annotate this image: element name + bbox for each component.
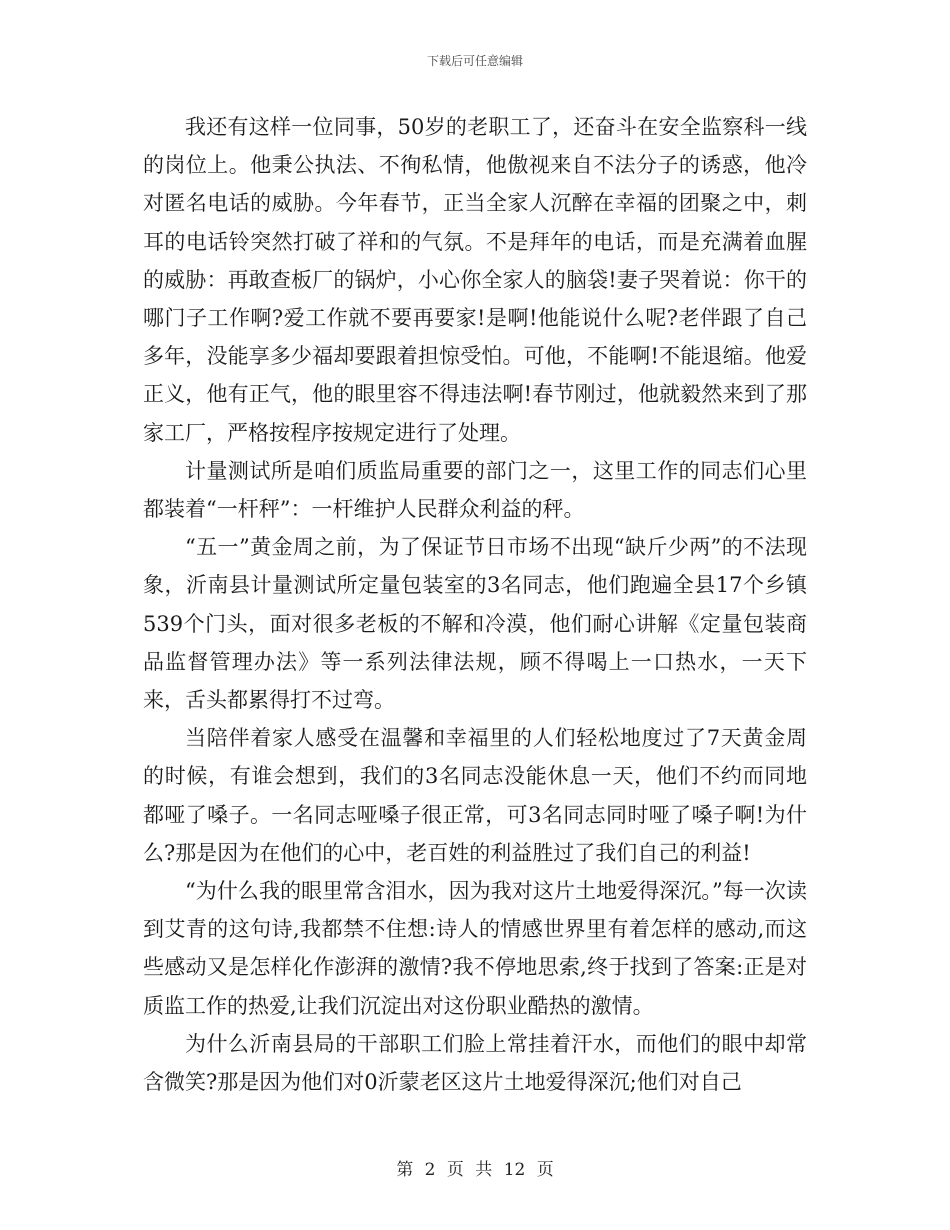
paragraph-5: “为什么我的眼里常含泪水，因为我对这片土地爱得深沉。”每一次读到艾青的这句诗,我都禁不住想:诗人的情感世界里有着怎样的感动,而这些感动又是怎样化作澎湃的激情?我不停地思索,终于找到了答案:正是对质监工作的热爱,让我们沉淀出对这份职业酷热的激情。 xyxy=(143,879,807,1018)
paragraph-2: 计量测试所是咱们质监局重要的部门之一，这里工作的同志们心里都装着“一杆秤”：一杆维护人民群众利益的秤。 xyxy=(143,458,807,522)
page-header: 下载后可任意编辑 xyxy=(426,54,523,68)
paragraph-1: 我还有这样一位同事，50岁的老职工了，还奋斗在安全监察科一线的岗位上。他秉公执法、不徇私情，他傲视来自不法分子的诱惑，他冷对匿名电话的威胁。今年春节，正当全家人沉醉在幸福的团聚之中，刺耳的电话铃突然打破了祥和的气氛。不是拜年的电话，而是充满着血腥的威胁：再敢查板厂的锅炉，小心你全家人的脑袋!妻子哭着说：你干的哪门子工作啊?爱工作就不要再要家!是啊!他能说什么呢?老伴跟了自己多年，没能享多少福却要跟着担惊受怕。可他，不能啊!不能退缩。他爱正义，他有正气，他的眼里容不得违法啊!春节刚过，他就毅然来到了那家工厂，严格按程序按规定进行了处理。 xyxy=(143,115,807,445)
paragraph-6: 为什么沂南县局的干部职工们脸上常挂着汗水，而他们的眼中却常含微笑?那是因为他们对0沂蒙老区这片土地爱得深沉;他们对自己 xyxy=(143,1031,807,1095)
paragraph-3: “五一”黄金周之前，为了保证节日市场不出现“缺斤少两”的不法现象，沂南县计量测试所定量包装室的3名同志，他们跑遍全县17个乡镇539个门头，面对很多老板的不解和冷漠，他们耐心讲解《定量包装商品监督管理办法》等一系列法律法规，顾不得喝上一口热水，一天下来，舌头都累得打不过弯。 xyxy=(143,535,807,713)
document-body xyxy=(143,108,807,1101)
paragraph-4: 当陪伴着家人感受在温馨和幸福里的人们轻松地度过了7天黄金周的时候，有谁会想到，我们的3名同志没能休息一天，他们不约而同地都哑了嗓子。一名同志哑嗓子很正常，可3名同志同时哑了嗓子啊!为什么?那是因为在他们的心中，老百姓的利益胜过了我们自己的利益! xyxy=(143,726,807,865)
page-footer: 第 2 页 共 12 页 xyxy=(396,1160,554,1180)
